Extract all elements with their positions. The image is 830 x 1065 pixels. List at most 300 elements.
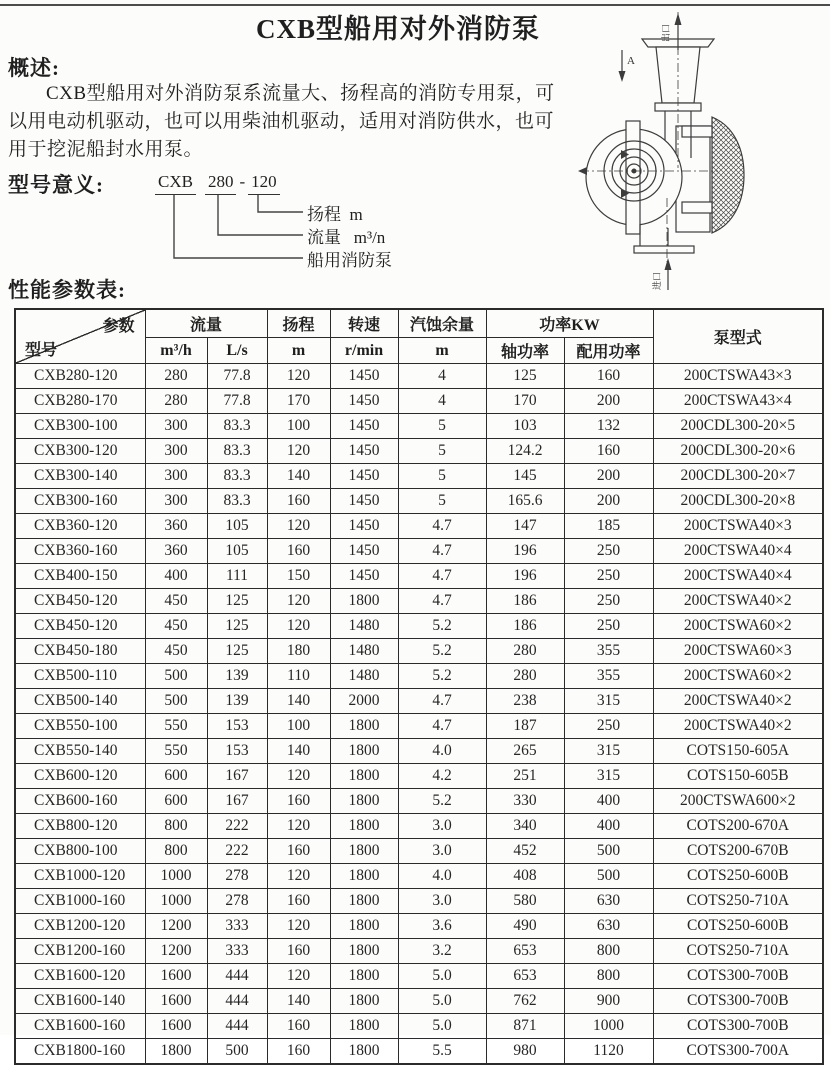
value-cell: 278 <box>207 864 267 889</box>
value-cell: 1800 <box>330 1039 398 1065</box>
table-row <box>15 564 823 589</box>
value-cell: COTS250-710A <box>653 889 823 914</box>
value-cell: 250 <box>564 614 653 639</box>
value-cell: 238 <box>486 689 564 714</box>
value-cell: 340 <box>486 814 564 839</box>
header-power-shaft: 轴功率 <box>486 338 564 364</box>
table-row <box>15 364 823 389</box>
value-cell: 450 <box>145 589 207 614</box>
table-row <box>15 539 823 564</box>
header-corner-cell <box>15 309 145 364</box>
value-cell: 400 <box>564 789 653 814</box>
value-cell: 111 <box>207 564 267 589</box>
header-npsh: 汽蚀余量 <box>398 309 486 338</box>
value-cell: 250 <box>564 714 653 739</box>
value-cell: 500 <box>145 664 207 689</box>
value-cell: 1800 <box>330 739 398 764</box>
header-head-unit: m <box>267 338 330 364</box>
table-row <box>15 964 823 989</box>
value-cell: 1450 <box>330 564 398 589</box>
value-cell: 900 <box>564 989 653 1014</box>
model-code-flow: 280 <box>205 172 237 195</box>
value-cell: 186 <box>486 614 564 639</box>
value-cell: 1800 <box>330 939 398 964</box>
value-cell: 1480 <box>330 614 398 639</box>
table-row <box>15 939 823 964</box>
model-cell: CXB1600-160 <box>15 1014 145 1039</box>
value-cell: 450 <box>145 639 207 664</box>
value-cell: 4.0 <box>398 739 486 764</box>
value-cell: 83.3 <box>207 439 267 464</box>
value-cell: 200CTSWA600×2 <box>653 789 823 814</box>
table-row <box>15 814 823 839</box>
model-cell: CXB600-120 <box>15 764 145 789</box>
value-cell: 200 <box>564 489 653 514</box>
value-cell: 5 <box>398 414 486 439</box>
table-row <box>15 1039 823 1065</box>
value-cell: 139 <box>207 664 267 689</box>
value-cell: 355 <box>564 639 653 664</box>
value-cell: 400 <box>564 814 653 839</box>
value-cell: 5.2 <box>398 664 486 689</box>
value-cell: 145 <box>486 464 564 489</box>
value-cell: 200CTSWA40×3 <box>653 514 823 539</box>
value-cell: 250 <box>564 589 653 614</box>
value-cell: 83.3 <box>207 464 267 489</box>
model-code <box>155 172 280 195</box>
value-cell: 300 <box>145 414 207 439</box>
value-cell: 160 <box>267 1014 330 1039</box>
value-cell: 333 <box>207 939 267 964</box>
model-cell: CXB280-170 <box>15 389 145 414</box>
value-cell: 1480 <box>330 639 398 664</box>
performance-table-body <box>15 364 823 1065</box>
value-cell: 630 <box>564 914 653 939</box>
model-cell: CXB1200-120 <box>15 914 145 939</box>
value-cell: 160 <box>267 889 330 914</box>
value-cell: 4.2 <box>398 764 486 789</box>
model-cell: CXB500-140 <box>15 689 145 714</box>
value-cell: 120 <box>267 964 330 989</box>
value-cell: 500 <box>564 864 653 889</box>
value-cell: 196 <box>486 539 564 564</box>
value-cell: 180 <box>267 639 330 664</box>
value-cell: 1800 <box>330 589 398 614</box>
page-title: CXB型船用对外消防泵 <box>255 14 540 44</box>
model-label-flow: 流量 m³/n <box>307 228 386 247</box>
value-cell: 120 <box>267 864 330 889</box>
value-cell: 200 <box>564 464 653 489</box>
value-cell: 408 <box>486 864 564 889</box>
value-cell: 153 <box>207 739 267 764</box>
header-flow: 流量 <box>145 309 267 338</box>
value-cell: 4 <box>398 364 486 389</box>
table-row <box>15 489 823 514</box>
value-cell: 280 <box>145 389 207 414</box>
table-row <box>15 889 823 914</box>
value-cell: COTS250-710A <box>653 939 823 964</box>
header-power: 功率KW <box>486 309 653 338</box>
value-cell: 4.7 <box>398 514 486 539</box>
value-cell: 140 <box>267 464 330 489</box>
value-cell: 360 <box>145 539 207 564</box>
value-cell: 200CTSWA40×4 <box>653 564 823 589</box>
value-cell: 222 <box>207 814 267 839</box>
value-cell: 5.2 <box>398 614 486 639</box>
value-cell: 3.0 <box>398 814 486 839</box>
value-cell: 120 <box>267 614 330 639</box>
inlet-flange <box>634 246 694 253</box>
value-cell: 1800 <box>330 914 398 939</box>
view-a-label: A <box>627 55 635 67</box>
value-cell: 160 <box>564 364 653 389</box>
model-cell: CXB360-160 <box>15 539 145 564</box>
value-cell: 5.2 <box>398 639 486 664</box>
value-cell: 278 <box>207 889 267 914</box>
table-row <box>15 989 823 1014</box>
header-flow-unit-m3h: m³/h <box>145 338 207 364</box>
value-cell: 1800 <box>330 814 398 839</box>
value-cell: COTS300-700B <box>653 989 823 1014</box>
value-cell: 196 <box>486 564 564 589</box>
value-cell: 140 <box>267 689 330 714</box>
value-cell: 980 <box>486 1039 564 1065</box>
model-heading: 型号意义: <box>8 173 104 197</box>
value-cell: 280 <box>486 664 564 689</box>
value-cell: 355 <box>564 664 653 689</box>
value-cell: 1800 <box>330 839 398 864</box>
value-cell: 200CDL300-20×7 <box>653 464 823 489</box>
table-row <box>15 439 823 464</box>
value-cell: 200CTSWA43×3 <box>653 364 823 389</box>
value-cell: 265 <box>486 739 564 764</box>
motor-mount-hatch <box>712 117 744 233</box>
pump-drawing-lines <box>578 12 744 290</box>
overview-paragraph: CXB型船用对外消防泵系流量大、扬程高的消防专用泵，可以用电动机驱动，也可以用柴油机驱动，适用对消防供水，也可用于挖泥船封水用泵。 <box>8 83 555 160</box>
table-row <box>15 689 823 714</box>
value-cell: 200CTSWA60×2 <box>653 664 823 689</box>
value-cell: 125 <box>486 364 564 389</box>
value-cell: 100 <box>267 714 330 739</box>
header-pump-type: 泵型式 <box>653 309 823 364</box>
value-cell: 100 <box>267 414 330 439</box>
value-cell: 2000 <box>330 689 398 714</box>
model-cell: CXB450-180 <box>15 639 145 664</box>
value-cell: 125 <box>207 639 267 664</box>
value-cell: 124.2 <box>486 439 564 464</box>
value-cell: 200CTSWA40×4 <box>653 539 823 564</box>
value-cell: COTS300-700B <box>653 1014 823 1039</box>
value-cell: 139 <box>207 689 267 714</box>
table-row <box>15 789 823 814</box>
value-cell: 5.0 <box>398 1014 486 1039</box>
value-cell: 1450 <box>330 464 398 489</box>
value-cell: COTS300-700B <box>653 964 823 989</box>
model-label-pump: 船用消防泵 <box>307 251 392 270</box>
model-code-separator: - <box>239 172 246 191</box>
table-row <box>15 514 823 539</box>
value-cell: 1800 <box>330 764 398 789</box>
value-cell: 500 <box>145 689 207 714</box>
value-cell: 1450 <box>330 389 398 414</box>
value-cell: 160 <box>267 1039 330 1065</box>
value-cell: 300 <box>145 439 207 464</box>
value-cell: 3.0 <box>398 839 486 864</box>
table-row <box>15 464 823 489</box>
model-cell: CXB1600-120 <box>15 964 145 989</box>
value-cell: 762 <box>486 989 564 1014</box>
model-cell: CXB800-100 <box>15 839 145 864</box>
value-cell: 120 <box>267 814 330 839</box>
value-cell: 200CTSWA40×2 <box>653 589 823 614</box>
value-cell: 5 <box>398 439 486 464</box>
value-cell: COTS250-600B <box>653 864 823 889</box>
value-cell: 1800 <box>145 1039 207 1065</box>
value-cell: 105 <box>207 514 267 539</box>
value-cell: 120 <box>267 914 330 939</box>
value-cell: 5 <box>398 489 486 514</box>
value-cell: 200CDL300-20×8 <box>653 489 823 514</box>
model-cell: CXB360-120 <box>15 514 145 539</box>
table-row <box>15 914 823 939</box>
value-cell: 5.5 <box>398 1039 486 1065</box>
model-code-head: 120 <box>248 172 280 195</box>
value-cell: 800 <box>564 939 653 964</box>
value-cell: 200CDL300-20×5 <box>653 414 823 439</box>
value-cell: 200CTSWA60×2 <box>653 614 823 639</box>
value-cell: COTS150-605A <box>653 739 823 764</box>
value-cell: 120 <box>267 764 330 789</box>
value-cell: COTS300-700A <box>653 1039 823 1065</box>
table-row <box>15 739 823 764</box>
value-cell: 360 <box>145 514 207 539</box>
value-cell: 315 <box>564 764 653 789</box>
model-cell: CXB450-120 <box>15 589 145 614</box>
header-power-rated: 配用功率 <box>564 338 653 364</box>
value-cell: COTS150-605B <box>653 764 823 789</box>
value-cell: 280 <box>486 639 564 664</box>
value-cell: 3.2 <box>398 939 486 964</box>
value-cell: 1450 <box>330 539 398 564</box>
value-cell: 140 <box>267 989 330 1014</box>
value-cell: 160 <box>267 789 330 814</box>
table-row <box>15 714 823 739</box>
value-cell: 800 <box>145 814 207 839</box>
value-cell: 3.6 <box>398 914 486 939</box>
value-cell: 490 <box>486 914 564 939</box>
pump-technical-drawing <box>576 0 830 300</box>
value-cell: 1200 <box>145 914 207 939</box>
value-cell: 3.0 <box>398 889 486 914</box>
overview-heading: 概述: <box>8 56 60 80</box>
value-cell: 653 <box>486 939 564 964</box>
model-cell: CXB500-110 <box>15 664 145 689</box>
value-cell: 250 <box>564 564 653 589</box>
value-cell: 330 <box>486 789 564 814</box>
value-cell: 800 <box>145 839 207 864</box>
value-cell: 1450 <box>330 414 398 439</box>
table-row <box>15 589 823 614</box>
header-speed: 转速 <box>330 309 398 338</box>
value-cell: 5.0 <box>398 964 486 989</box>
value-cell: 160 <box>267 539 330 564</box>
value-cell: 600 <box>145 764 207 789</box>
model-cell: CXB280-120 <box>15 364 145 389</box>
value-cell: 333 <box>207 914 267 939</box>
value-cell: COTS200-670A <box>653 814 823 839</box>
value-cell: 1450 <box>330 439 398 464</box>
performance-heading: 性能参数表: <box>8 278 126 302</box>
value-cell: 400 <box>145 564 207 589</box>
value-cell: 630 <box>564 889 653 914</box>
value-cell: 170 <box>267 389 330 414</box>
value-cell: 83.3 <box>207 414 267 439</box>
value-cell: 140 <box>267 739 330 764</box>
value-cell: 200CDL300-20×6 <box>653 439 823 464</box>
value-cell: 1800 <box>330 864 398 889</box>
value-cell: 550 <box>145 714 207 739</box>
performance-table <box>14 308 824 1065</box>
value-cell: 120 <box>267 439 330 464</box>
value-cell: 251 <box>486 764 564 789</box>
value-cell: 150 <box>267 564 330 589</box>
value-cell: 1800 <box>330 889 398 914</box>
value-cell: 4.7 <box>398 564 486 589</box>
model-cell: CXB400-150 <box>15 564 145 589</box>
value-cell: 110 <box>267 664 330 689</box>
value-cell: 4.7 <box>398 714 486 739</box>
value-cell: 167 <box>207 789 267 814</box>
header-corner-param-label: 参数 <box>102 318 135 335</box>
model-label-head: 扬程 m <box>307 205 363 224</box>
value-cell: 147 <box>486 514 564 539</box>
value-cell: 222 <box>207 839 267 864</box>
value-cell: 1600 <box>145 1014 207 1039</box>
value-cell: 250 <box>564 539 653 564</box>
model-cell: CXB1000-120 <box>15 864 145 889</box>
table-row <box>15 614 823 639</box>
value-cell: 452 <box>486 839 564 864</box>
value-cell: 1000 <box>564 1014 653 1039</box>
value-cell: 1000 <box>145 864 207 889</box>
table-row <box>15 414 823 439</box>
value-cell: 186 <box>486 589 564 614</box>
value-cell: 280 <box>145 364 207 389</box>
value-cell: 165.6 <box>486 489 564 514</box>
model-cell: CXB1800-160 <box>15 1039 145 1065</box>
model-cell: CXB550-140 <box>15 739 145 764</box>
value-cell: 871 <box>486 1014 564 1039</box>
value-cell: 1480 <box>330 664 398 689</box>
value-cell: 1800 <box>330 964 398 989</box>
value-cell: 1600 <box>145 989 207 1014</box>
value-cell: 1800 <box>330 1014 398 1039</box>
header-flow-unit-ls: L/s <box>207 338 267 364</box>
model-connector-lines <box>140 194 310 264</box>
value-cell: 450 <box>145 614 207 639</box>
model-cell: CXB600-160 <box>15 789 145 814</box>
value-cell: COTS250-600B <box>653 914 823 939</box>
value-cell: 200CTSWA60×3 <box>653 639 823 664</box>
value-cell: 120 <box>267 364 330 389</box>
value-cell: 300 <box>145 489 207 514</box>
value-cell: 105 <box>207 539 267 564</box>
value-cell: 160 <box>267 939 330 964</box>
table-row <box>15 764 823 789</box>
value-cell: 160 <box>564 439 653 464</box>
value-cell: 77.8 <box>207 389 267 414</box>
value-cell: 800 <box>564 964 653 989</box>
value-cell: 160 <box>267 839 330 864</box>
value-cell: 160 <box>267 489 330 514</box>
value-cell: 120 <box>267 589 330 614</box>
value-cell: 125 <box>207 589 267 614</box>
header-speed-unit: r/min <box>330 338 398 364</box>
value-cell: 1450 <box>330 489 398 514</box>
model-cell: CXB300-140 <box>15 464 145 489</box>
value-cell: 200 <box>564 389 653 414</box>
value-cell: 120 <box>267 514 330 539</box>
value-cell: 200CTSWA40×2 <box>653 714 823 739</box>
value-cell: 103 <box>486 414 564 439</box>
value-cell: 1800 <box>330 989 398 1014</box>
value-cell: 1120 <box>564 1039 653 1065</box>
value-cell: 77.8 <box>207 364 267 389</box>
value-cell: 200CTSWA40×2 <box>653 689 823 714</box>
value-cell: 4.7 <box>398 689 486 714</box>
value-cell: 5.0 <box>398 989 486 1014</box>
value-cell: 4.7 <box>398 589 486 614</box>
value-cell: 444 <box>207 989 267 1014</box>
value-cell: 5 <box>398 464 486 489</box>
value-cell: 170 <box>486 389 564 414</box>
value-cell: 315 <box>564 689 653 714</box>
value-cell: 1800 <box>330 789 398 814</box>
value-cell: 4.0 <box>398 864 486 889</box>
value-cell: 580 <box>486 889 564 914</box>
value-cell: 187 <box>486 714 564 739</box>
value-cell: 1000 <box>145 889 207 914</box>
model-cell: CXB800-120 <box>15 814 145 839</box>
value-cell: 1450 <box>330 364 398 389</box>
value-cell: 300 <box>145 464 207 489</box>
value-cell: 4 <box>398 389 486 414</box>
model-cell: CXB1200-160 <box>15 939 145 964</box>
table-row <box>15 389 823 414</box>
model-cell: CXB300-160 <box>15 489 145 514</box>
value-cell: 550 <box>145 739 207 764</box>
value-cell: 1450 <box>330 514 398 539</box>
model-cell: CXB1600-140 <box>15 989 145 1014</box>
outlet-label: 出口 <box>661 23 671 42</box>
value-cell: 132 <box>564 414 653 439</box>
table-row <box>15 864 823 889</box>
value-cell: 444 <box>207 1014 267 1039</box>
value-cell: 444 <box>207 964 267 989</box>
value-cell: 315 <box>564 739 653 764</box>
value-cell: 1600 <box>145 964 207 989</box>
inlet-label: 进口 <box>652 271 662 290</box>
header-npsh-unit: m <box>398 338 486 364</box>
header-head: 扬程 <box>267 309 330 338</box>
value-cell: 653 <box>486 964 564 989</box>
value-cell: 600 <box>145 789 207 814</box>
value-cell: 500 <box>564 839 653 864</box>
table-row <box>15 839 823 864</box>
value-cell: 153 <box>207 714 267 739</box>
model-cell: CXB300-100 <box>15 414 145 439</box>
value-cell: 5.2 <box>398 789 486 814</box>
